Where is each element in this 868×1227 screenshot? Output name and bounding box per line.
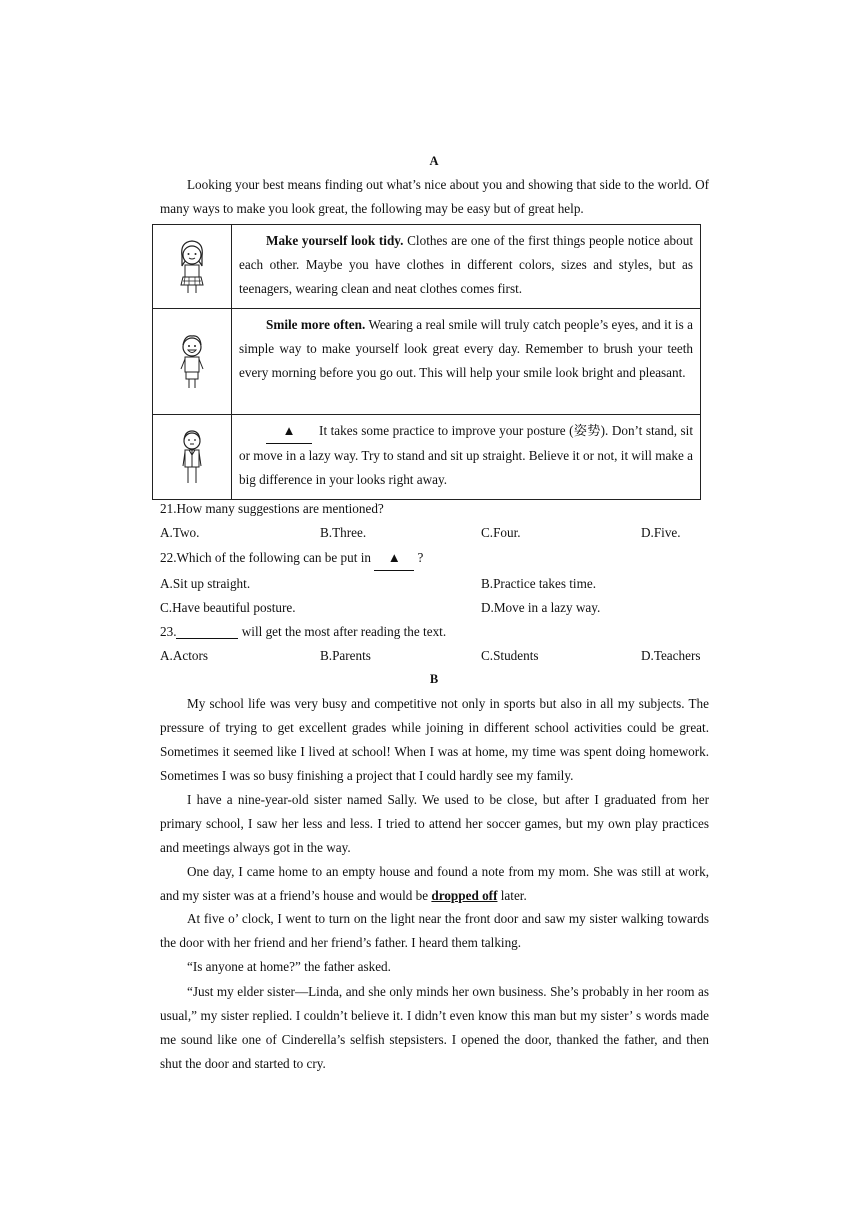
q22-option-a: A.Sit up straight. bbox=[160, 576, 251, 591]
paragraph-4-text: At five o’ clock, I went to turn on the light near the front door and saw my sister walking towards the door with her friend and her friend’s father. I heard them talking. bbox=[160, 911, 709, 950]
tip-1 bbox=[232, 225, 701, 309]
section-a-heading: A bbox=[429, 154, 439, 168]
smiling-boy-figure-icon bbox=[153, 309, 232, 415]
q23-option-b: B.Parents bbox=[320, 648, 371, 663]
standing-boy-figure-icon bbox=[153, 415, 232, 500]
paragraph-5 bbox=[160, 955, 709, 979]
paragraph-1-text: My school life was very busy and competitive not only in sports but also in all my subjects. The pressure of trying to get excellent grades while joining in different school activities could be great. Sometimes it seemed like I lived at school! When I was at home, my time was spent doing homework. Sometimes I was so busy finishing a project that I could hardly see my family. bbox=[160, 696, 709, 783]
paragraph-2 bbox=[160, 788, 709, 860]
q22-option-b: B.Practice takes time. bbox=[481, 576, 596, 591]
tip-2-title: Smile more often. bbox=[266, 317, 366, 332]
q23-stem: 23. bbox=[160, 624, 177, 639]
section-a-intro bbox=[160, 173, 709, 221]
underlined-phrase: dropped off bbox=[431, 888, 498, 903]
paragraph-2-text: I have a nine-year-old sister named Sally. We used to be close, but after I graduated from her primary school, I saw her less and less. I tried to attend her soccer games, but my own play practices and meetings always got in the way. bbox=[160, 792, 709, 855]
q23-option-a: A.Actors bbox=[160, 648, 208, 663]
tip-3-text: It takes some practice to improve your posture (姿势). Don’t stand, sit or move in a lazy way. Try to stand and sit up straight. Believe it or not, it will make a big difference in your looks right away. bbox=[239, 423, 697, 487]
tip-row bbox=[153, 309, 701, 415]
question-23 bbox=[160, 620, 446, 644]
question-22 bbox=[160, 546, 423, 571]
paragraph-3-text: One day, I came home to an empty house and found a note from my mom. She was still at work, and my sister was at a friend’s house and would be bbox=[160, 864, 709, 903]
tip-1-title: Make yourself look tidy. bbox=[266, 233, 404, 248]
q23-stem-end: will get the most after reading the text. bbox=[238, 624, 447, 639]
intro-text: Looking your best means finding out what’s nice about you and showing that side to the world. Of many ways to make you look great, the following may be easy but of great help. bbox=[160, 177, 709, 216]
paragraph-1 bbox=[160, 692, 709, 788]
tip-1-text: Clothes are one of the first things people notice about each other. Maybe you have clothes in different colors, sizes and styles, but as teenagers, wearing clean and neat clothes comes first. bbox=[239, 233, 694, 296]
q21-option-b: B.Three. bbox=[320, 525, 367, 540]
paragraph-5-text: “Is anyone at home?” the father asked. bbox=[187, 959, 391, 974]
tip-row bbox=[153, 415, 701, 500]
q21-option-a: A.Two. bbox=[160, 525, 200, 540]
q21-option-d: D.Five. bbox=[641, 525, 681, 540]
tip-3-blank: ▲ bbox=[266, 419, 312, 444]
girl-figure-icon bbox=[153, 225, 232, 309]
q22-blank: ▲ bbox=[374, 546, 414, 571]
q23-option-c: C.Students bbox=[481, 648, 539, 663]
question-21: 21.How many suggestions are mentioned? bbox=[160, 501, 384, 516]
tips-table bbox=[152, 224, 701, 500]
q23-option-d: D.Teachers bbox=[641, 648, 701, 663]
q22-stem-end: ? bbox=[414, 550, 424, 565]
tip-3 bbox=[232, 415, 701, 500]
q23-blank bbox=[176, 622, 238, 639]
q22-option-c: C.Have beautiful posture. bbox=[160, 600, 296, 615]
tip-2 bbox=[232, 309, 701, 415]
paragraph-6 bbox=[160, 980, 709, 1076]
paragraph-6-text: “Just my elder sister—Linda, and she only minds her own business. She’s probably in her room as usual,” my sister replied. I couldn’t believe it. I didn’t even know this man but my sister’ s words made me sound like one of Cinderella’s selfish stepsisters. I opened the door, thanked the father, and then shut the door and started to cry. bbox=[160, 984, 709, 1071]
q21-option-c: C.Four. bbox=[481, 525, 521, 540]
q22-stem: 22.Which of the following can be put in bbox=[160, 550, 375, 565]
tip-2-text: Wearing a real smile will truly catch people’s eyes, and it is a simple way to make yourself look great every day. Remember to brush your teeth every morning before you go out. This will help your smile look bright and pleasant. bbox=[239, 317, 693, 380]
q22-option-d: D.Move in a lazy way. bbox=[481, 600, 601, 615]
paragraph-4 bbox=[160, 907, 709, 955]
section-b-heading: B bbox=[429, 672, 439, 686]
paragraph-3 bbox=[160, 860, 709, 908]
paragraph-3-end: later. bbox=[497, 888, 527, 903]
tip-row bbox=[153, 225, 701, 309]
